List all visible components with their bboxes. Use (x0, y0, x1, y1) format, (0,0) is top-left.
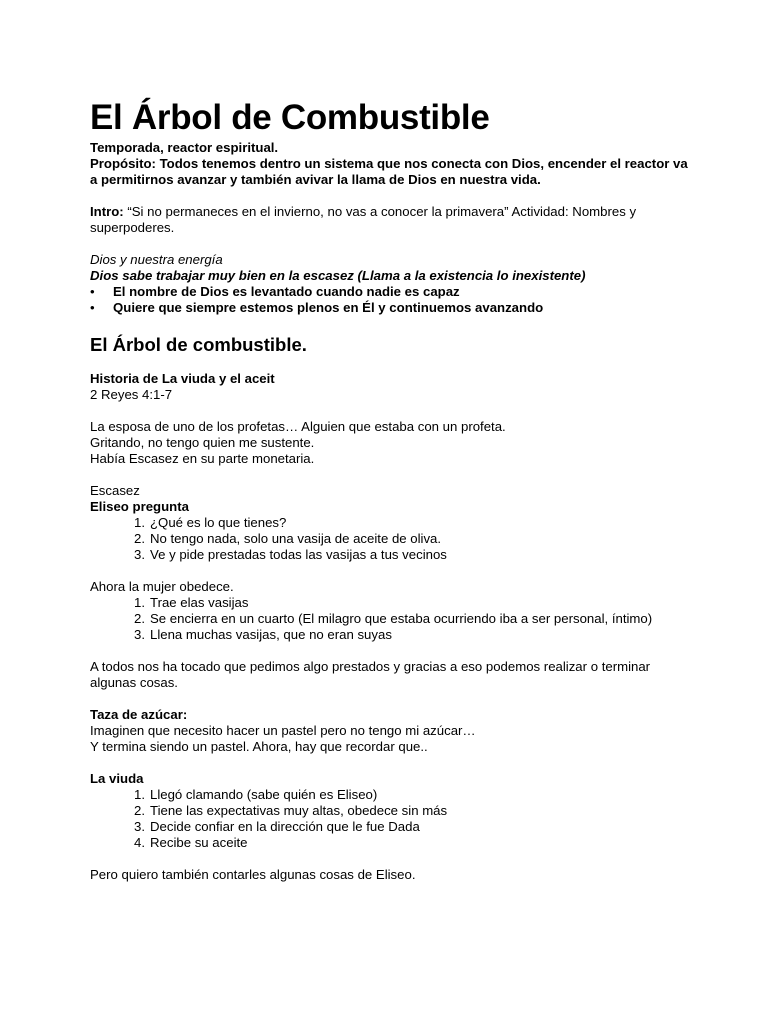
bullet-text: Quiere que siempre estemos plenos en Él y continuemos avanzando (113, 300, 544, 315)
sugar-line: Imaginen que necesito hacer un pastel pero no tengo mi azúcar… (90, 723, 476, 738)
list-item: 1. Llegó clamando (sabe quién es Eliseo) (134, 787, 378, 802)
list-item: 3. Ve y pide prestadas todas las vasijas a tus vecinos (134, 547, 447, 562)
energy-heading: Dios y nuestra energía (90, 252, 223, 267)
eliseo-heading: Eliseo pregunta (90, 499, 189, 514)
story-heading: Historia de La viuda y el aceit (90, 371, 275, 386)
bullet-text: El nombre de Dios es levantado cuando nadie es capaz (113, 284, 460, 299)
intro-label: Intro: (90, 204, 124, 219)
document-title: El Árbol de Combustible (90, 98, 490, 137)
list-item: 2. No tengo nada, solo una vasija de aceite de oliva. (134, 531, 442, 546)
story-line: Gritando, no tengo quien me sustente. (90, 435, 315, 450)
document-page (90, 96, 690, 883)
story-reference: 2 Reyes 4:1-7 (90, 387, 173, 402)
sugar-heading: Taza de azúcar: (90, 707, 188, 722)
list-item: 3. Llena muchas vasijas, que no eran suyas (134, 627, 392, 642)
obey-intro: Ahora la mujer obedece. (90, 579, 234, 594)
list-item: 1. Trae elas vasijas (134, 595, 249, 610)
bullet-symbol: • (90, 284, 95, 299)
section-title: El Árbol de combustible. (90, 334, 307, 355)
list-item: 4. Recibe su aceite (134, 835, 248, 850)
obey-list (90, 595, 690, 643)
list-item: 3. Decide confiar en la dirección que le fue Dada (134, 819, 420, 834)
widow-heading: La viuda (90, 771, 144, 786)
subtitle: Temporada, reactor espiritual. (90, 140, 279, 155)
list-item: 2. Se encierra en un cuarto (El milagro que estaba ocurriendo iba a ser personal, íntimo) (134, 611, 653, 626)
closing-paragraph: Pero quiero también contarles algunas cosas de Eliseo. (90, 867, 416, 882)
story-line: Había Escasez en su parte monetaria. (90, 451, 315, 466)
scarcity-label: Escasez (90, 483, 140, 498)
bullet-item (90, 284, 690, 300)
purpose-paragraph: Propósito: Todos tenemos dentro un sistema que nos conecta con Dios, encender el reactor va a permitirnos avanzar y también avivar la llama de Dios en nuestra vida. (90, 156, 688, 187)
widow-list (90, 787, 690, 851)
story-line: La esposa de uno de los profetas… Alguien que estaba con un profeta. (90, 419, 506, 434)
eliseo-list (90, 515, 690, 563)
list-item: 1. ¿Qué es lo que tienes? (134, 515, 287, 530)
intro-text: “Si no permaneces en el invierno, no vas a conocer la primavera” Actividad: Nombres y superpoderes. (90, 204, 637, 235)
intro-paragraph (90, 204, 690, 236)
list-item: 2. Tiene las expectativas muy altas, obedece sin más (134, 803, 448, 818)
borrow-paragraph: A todos nos ha tocado que pedimos algo prestados y gracias a eso podemos realizar o terminar algunas cosas. (90, 659, 651, 690)
bullet-item (90, 300, 690, 316)
energy-subheading: Dios sabe trabajar muy bien en la escasez (Llama a la existencia lo inexistente) (90, 268, 586, 283)
sugar-line: Y termina siendo un pastel. Ahora, hay que recordar que.. (90, 739, 428, 754)
bullet-symbol: • (90, 300, 95, 315)
